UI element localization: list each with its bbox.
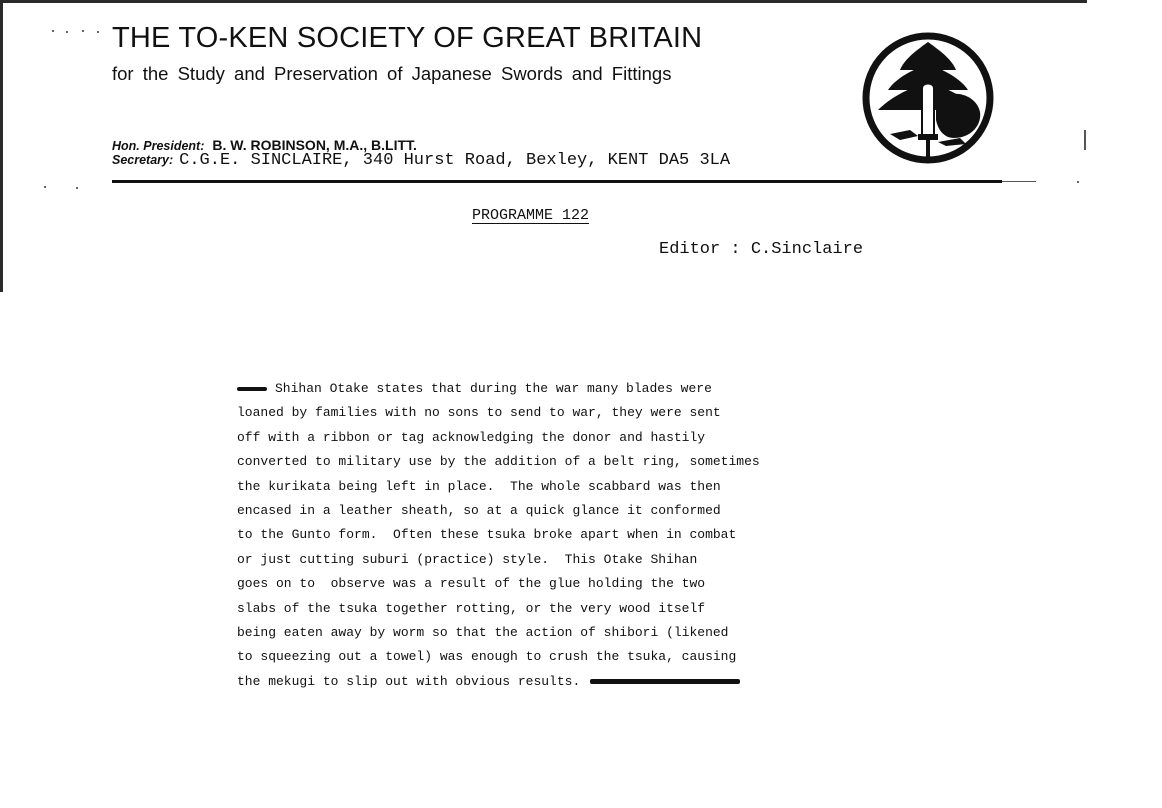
scan-speck bbox=[66, 31, 68, 33]
scan-speck bbox=[76, 187, 78, 189]
letterhead-rule bbox=[112, 180, 1002, 183]
society-subtitle: for the Study and Preservation of Japanese Swords and Fittings bbox=[112, 63, 672, 84]
editor-credit: Editor : C.Sinclaire bbox=[659, 240, 864, 259]
scan-speck bbox=[97, 31, 99, 33]
paragraph-line: encased in a leather sheath, so at a quick glance it conformed bbox=[237, 502, 721, 518]
paragraph-line: loaned by families with no sons to send to war, they were sent bbox=[237, 405, 721, 421]
secretary-address: C.G.E. SINCLAIRE, 340 Hurst Road, Bexley, KENT DA5 3LA bbox=[179, 151, 731, 170]
scan-mark bbox=[1084, 130, 1086, 150]
scan-speck bbox=[52, 30, 54, 32]
tree-and-scabbard-crest-icon bbox=[860, 30, 996, 168]
paragraph-line bbox=[237, 377, 797, 401]
secretary-role-label: Secretary: bbox=[112, 153, 174, 167]
paragraph-line: or just cutting suburi (practice) style. This Otake Shihan bbox=[237, 551, 698, 567]
paragraph-line: the kurikata being left in place. The whole scabbard was then bbox=[237, 478, 721, 494]
paragraph-line: to squeezing out a towel) was enough to crush the tsuka, causing bbox=[237, 649, 737, 665]
programme-number: PROGRAMME 122 bbox=[472, 207, 590, 224]
scan-speck bbox=[44, 186, 46, 188]
line-text: the mekugi to slip out with obvious results. bbox=[237, 673, 581, 689]
scan-border-top bbox=[0, 0, 1087, 3]
secretary-line bbox=[112, 151, 730, 170]
scan-speck bbox=[1077, 181, 1079, 183]
president-role-label: Hon. President: bbox=[112, 139, 205, 153]
scan-border-left bbox=[0, 0, 3, 292]
paragraph-end-marker bbox=[590, 679, 740, 684]
line-text: Shihan Otake states that during the war many blades were bbox=[275, 381, 712, 396]
letterhead-rule-tail bbox=[1002, 181, 1036, 182]
article-paragraph bbox=[237, 377, 797, 694]
society-title: THE TO-KEN SOCIETY OF GREAT BRITAIN bbox=[112, 22, 703, 54]
paragraph-line: goes on to observe was a result of the glue holding the two bbox=[237, 576, 706, 592]
paragraph-line: converted to military use by the addition of a belt ring, sometimes bbox=[237, 454, 760, 470]
paragraph-line: to the Gunto form. Often these tsuka broke apart when in combat bbox=[237, 527, 737, 543]
paragraph-line: slabs of the tsuka together rotting, or the very wood itself bbox=[237, 600, 706, 616]
paragraph-start-marker bbox=[237, 387, 267, 391]
president-name: B. W. ROBINSON, M.A., B.LITT. bbox=[212, 137, 417, 153]
paragraph-line: off with a ribbon or tag acknowledging the donor and hastily bbox=[237, 429, 706, 445]
paragraph-line: being eaten away by worm so that the action of shibori (likened bbox=[237, 624, 729, 640]
scan-speck bbox=[82, 30, 84, 32]
paragraph-line bbox=[237, 670, 797, 694]
